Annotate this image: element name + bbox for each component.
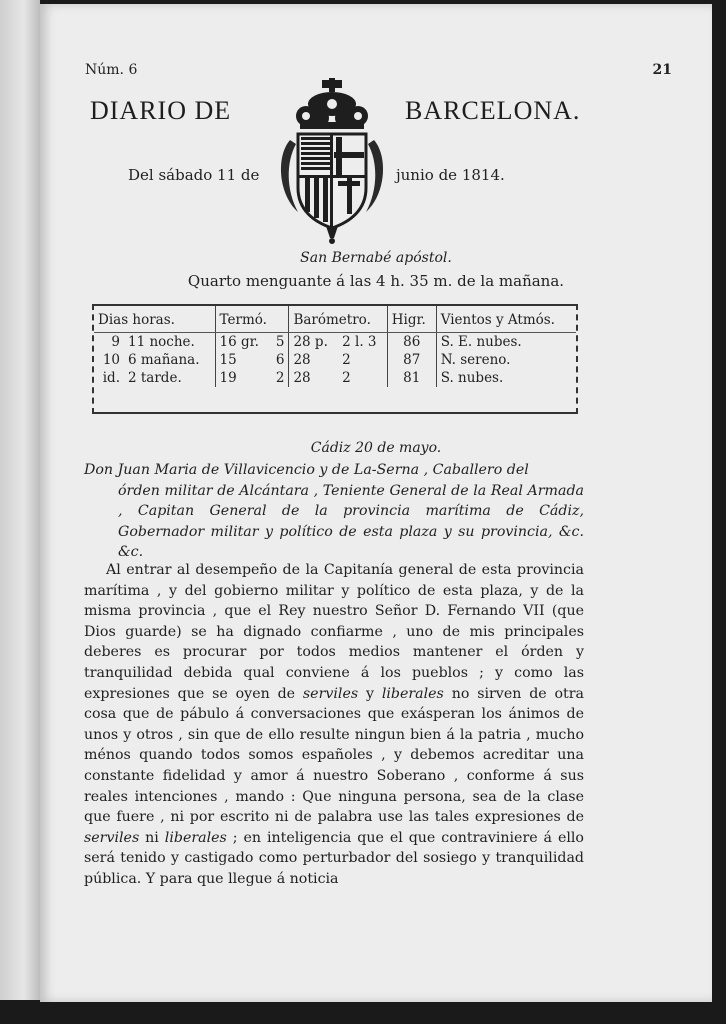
body-text: no sirven de otra cosa que de pábulo á conversaciones que exásperan los ánimos de unos y otros , sin que de ello resulte ningun bien á la patria , mucho ménos quando todos somos españoles , y debemos acreditar una constante fidelidad y amor á nuestro Soberano , conforme á sus reales intenciones , mando : Que ninguna persona, sea de la clase que fuere , ni por escrito ni de palabra use las tales expresiones de <box>84 685 584 826</box>
weather-hour: 11 noche. <box>128 334 195 350</box>
weather-baro-lines: 2 l. 3 <box>342 334 377 350</box>
weather-hygro: 87 <box>387 351 436 369</box>
newspaper-page <box>40 4 712 1002</box>
weather-wind: N. sereno. <box>436 351 576 369</box>
weather-hour: 2 tarde. <box>128 370 182 386</box>
article-dateline: Cádiz 20 de mayo. <box>310 440 442 456</box>
weather-col-header: Termó. <box>215 306 289 333</box>
weather-hour: 6 mañana. <box>128 352 200 368</box>
weather-temp-fraction: 5 <box>275 334 285 350</box>
weather-baro: 28 <box>289 369 338 387</box>
italic-term: liberales <box>381 685 444 702</box>
weather-baro: 28 <box>289 351 338 369</box>
weather-temp: 16 gr. <box>215 333 269 352</box>
weather-col-header: Higr. <box>387 306 436 333</box>
saint-of-day: San Bernabé apóstol. <box>300 250 452 266</box>
body-text: ni <box>145 829 159 846</box>
weather-hygro: 81 <box>387 369 436 387</box>
weather-col-header: Dias horas. <box>94 306 215 333</box>
weather-baro-lines: 2 <box>342 352 351 368</box>
body-text: Al entrar al desempeño de la Capitanía general de esta provincia marítima , y del gobierno militar y político de esta plaza, y de la misma provincia , que el Rey nuestro Señor D. Fernando VII (que Dios guarde) se ha dignado confiarme , uno de mis principales deberes es procurar por todos medios mantener el órden y tranquilidad debida qual conviene á los pueblos ; y como las expresiones que se oyen de <box>84 562 584 702</box>
article-body <box>84 560 584 890</box>
body-text: ; en inteligencia que el que contraviniere á ello será tenido y castigado como perturbador del sosiego y tranquilidad pública. Y para que llegue á noticia <box>84 829 584 887</box>
masthead-title-left: DIARIO DE <box>90 96 232 125</box>
body-text: y <box>365 685 374 702</box>
weather-wind: S. E. nubes. <box>436 333 576 352</box>
weather-header-row <box>94 306 576 333</box>
weather-baro-lines: 2 <box>342 370 351 386</box>
weather-temp-fraction: 6 <box>275 352 285 368</box>
masthead-title-right: BARCELONA. <box>405 96 581 125</box>
weather-wind: S. nubes. <box>436 369 576 387</box>
weather-day: 9 <box>111 334 120 350</box>
moon-phase: Quarto menguante á las 4 h. 35 m. de la mañana. <box>187 272 565 290</box>
table-row <box>94 351 576 369</box>
table-row <box>94 333 576 352</box>
weather-temp-fraction: 2 <box>275 370 285 386</box>
left-page-edge <box>0 0 40 1000</box>
intro-rest: órden militar de Alcántara , Teniente General de la Real Armada , Capitan General de la provincia marítima de Cádiz, Gobernador militar y político de esta plaza y su provincia, &c. &c. <box>118 482 584 560</box>
weather-table <box>92 304 578 414</box>
barcelona-coat-of-arms-icon <box>272 78 392 244</box>
weather-col-header: Vientos y Atmós. <box>436 306 576 333</box>
page-number: 21 <box>652 62 672 78</box>
issue-number: Núm. 6 <box>85 62 138 78</box>
weather-baro: 28 p. <box>289 333 338 352</box>
intro-first-line: Don Juan Maria de Villavicencio y de La-Serna , Caballero del <box>84 462 529 478</box>
italic-term: serviles <box>302 685 359 702</box>
italic-term: serviles <box>84 829 140 846</box>
weather-col-header: Barómetro. <box>289 306 387 333</box>
weather-day: 10 <box>102 352 120 368</box>
weather-temp: 15 <box>215 351 269 369</box>
date-line-right: junio de 1814. <box>396 166 505 184</box>
table-row <box>94 369 576 387</box>
weather-hygro: 86 <box>387 333 436 352</box>
weather-temp: 19 <box>215 369 269 387</box>
weather-day: id. <box>102 370 120 386</box>
italic-term: liberales <box>164 829 227 846</box>
article-intro <box>84 460 584 563</box>
date-line-left: Del sábado 11 de <box>128 166 260 184</box>
